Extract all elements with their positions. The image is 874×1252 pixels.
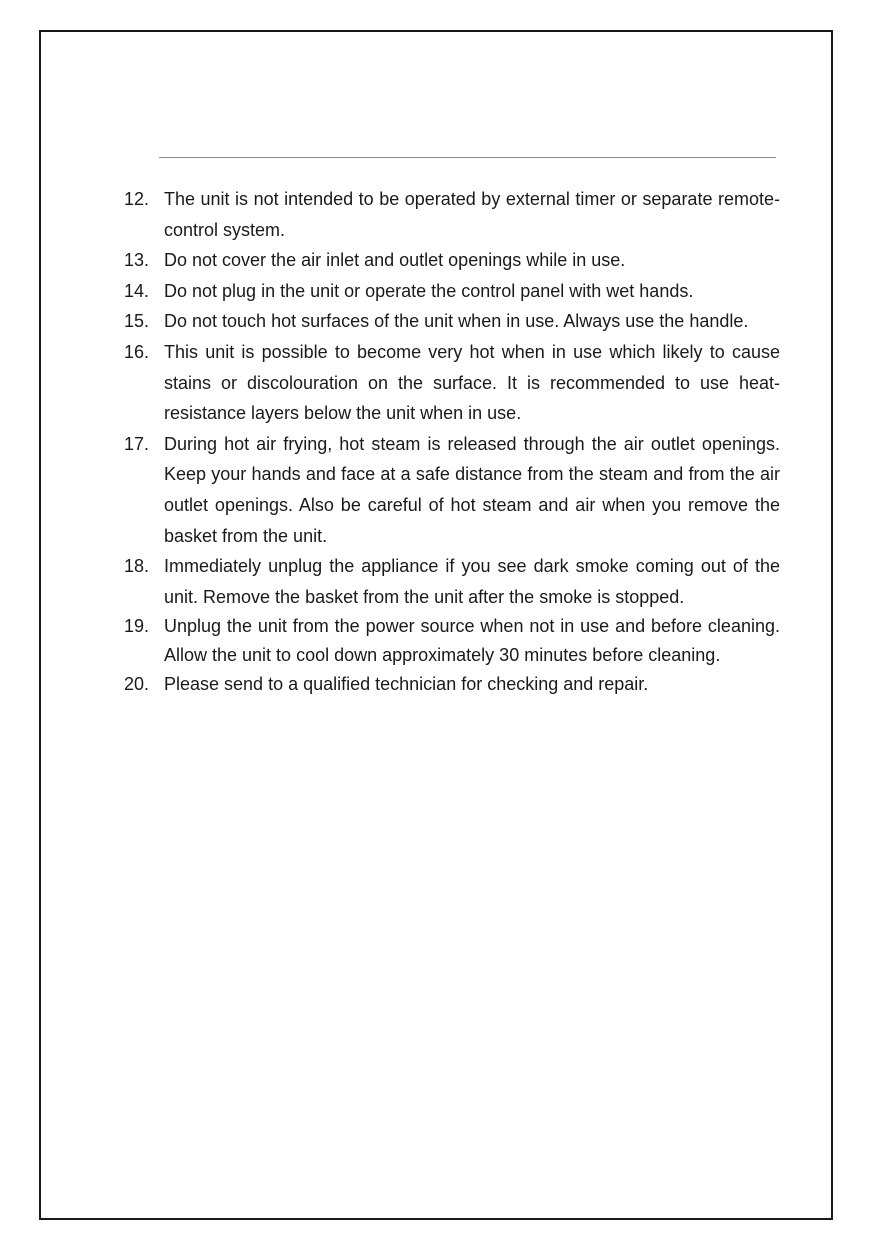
item-number: 12. — [124, 189, 150, 209]
item-text: During hot air frying, hot steam is released through the air outlet openings. Keep your hands and face at a safe distance from the steam and from the air outlet openings. Also be careful of hot steam and air when you remove the basket from the unit. — [164, 433, 780, 546]
item-text: Do not cover the air inlet and outlet openings while in use. — [164, 250, 626, 271]
item-text: The unit is not intended to be operated by external timer or separate remote-control system. — [164, 189, 780, 240]
list-item — [124, 276, 780, 307]
item-number: 13. — [124, 250, 150, 271]
list-item — [124, 429, 780, 551]
item-text: This unit is possible to become very hot when in use which likely to cause stains or discolouration on the surface. It is recommended to use heat-resistance layers below the unit when in use. — [164, 341, 780, 424]
safety-instructions-list — [124, 184, 780, 699]
item-number: 14. — [124, 280, 150, 301]
item-text: Do not touch hot surfaces of the unit when in use. Always use the handle. — [164, 311, 749, 332]
item-number: 16. — [124, 341, 150, 362]
item-number: 17. — [124, 433, 150, 454]
item-number: 19. — [124, 616, 150, 637]
list-item — [124, 337, 780, 429]
item-number: 15. — [124, 311, 150, 332]
item-number: 20. — [124, 674, 150, 695]
list-item — [124, 612, 780, 670]
list-item — [124, 306, 780, 337]
list-item — [124, 670, 780, 699]
list-item — [124, 551, 780, 612]
item-text: Immediately unplug the appliance if you see dark smoke coming out of the unit. Remove the basket from the unit after the smoke is stopped. — [164, 556, 780, 607]
list-item — [124, 245, 780, 276]
item-number: 18. — [124, 556, 150, 577]
list-item — [124, 184, 780, 245]
item-text: Do not plug in the unit or operate the control panel with wet hands. — [164, 280, 694, 301]
header-divider — [159, 157, 776, 158]
item-text: Unplug the unit from the power source when not in use and before cleaning. Allow the unit to cool down approximately 30 minutes before cleaning. — [164, 616, 780, 666]
item-text: Please send to a qualified technician for checking and repair. — [164, 674, 649, 695]
